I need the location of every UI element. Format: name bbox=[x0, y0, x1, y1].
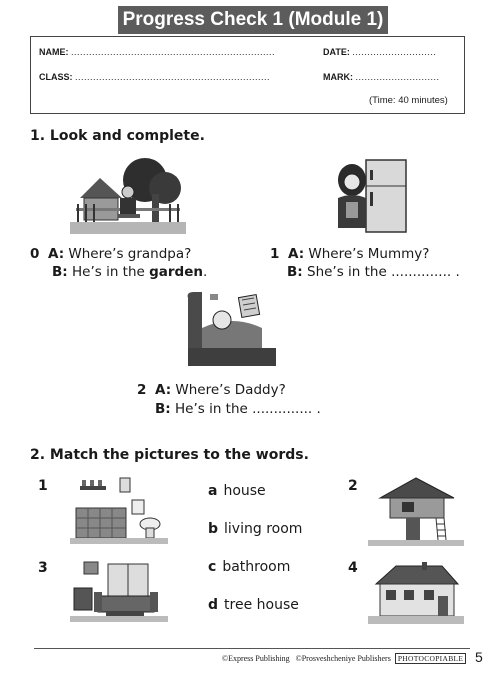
living-room-sofa-picture bbox=[70, 558, 168, 622]
date-label: DATE: bbox=[323, 47, 350, 57]
copyright-express: ©Express Publishing bbox=[222, 654, 290, 663]
dialogue-0-question bbox=[30, 246, 191, 262]
answer-word: garden bbox=[149, 264, 203, 280]
item-number: 1 bbox=[270, 246, 280, 262]
option-text: house bbox=[223, 483, 266, 499]
question-text: Where’s Mummy? bbox=[304, 246, 430, 262]
dialogue-0-answer bbox=[52, 264, 207, 280]
word-option-b[interactable] bbox=[208, 521, 302, 537]
question-text: Where’s Daddy? bbox=[171, 382, 286, 398]
page-title: Progress Check 1 (Module 1) bbox=[118, 6, 388, 34]
option-letter: c bbox=[208, 559, 217, 575]
class-field[interactable] bbox=[39, 72, 270, 82]
option-letter: a bbox=[208, 483, 218, 499]
answer-blank[interactable]: She’s in the .............. . bbox=[302, 264, 460, 280]
garden-picture bbox=[70, 158, 186, 234]
option-text: tree house bbox=[224, 597, 299, 613]
class-dots: ................................................................. bbox=[75, 72, 271, 82]
mark-label: MARK: bbox=[323, 72, 353, 82]
option-text: bathroom bbox=[222, 559, 291, 575]
time-note: (Time: 40 minutes) bbox=[369, 95, 448, 106]
dialogue-1-question bbox=[270, 246, 429, 262]
word-option-a[interactable] bbox=[208, 483, 266, 499]
question-text: Where’s grandpa? bbox=[64, 246, 192, 262]
picture-number-2: 2 bbox=[348, 478, 358, 494]
word-option-d[interactable] bbox=[208, 597, 299, 613]
picture-number-3: 3 bbox=[38, 560, 48, 576]
student-info-box bbox=[30, 36, 465, 114]
copyright-prosv: ©Prosveshcheniye Publishers bbox=[295, 654, 391, 663]
item-number: 0 bbox=[30, 246, 40, 262]
option-letter: b bbox=[208, 521, 219, 537]
living-room-picture bbox=[182, 288, 282, 368]
answer-blank[interactable]: He’s in the .............. . bbox=[170, 401, 321, 417]
date-field[interactable] bbox=[323, 47, 436, 57]
speaker-label: A: bbox=[48, 246, 65, 262]
speaker-label: A: bbox=[155, 382, 172, 398]
footer-divider bbox=[34, 648, 470, 649]
tree-house-picture bbox=[368, 474, 464, 546]
answer-end: . bbox=[203, 264, 208, 280]
speaker-label: B: bbox=[287, 264, 303, 280]
answer-text: He’s in the bbox=[67, 264, 150, 280]
word-option-c[interactable] bbox=[208, 559, 290, 575]
speaker-label: A: bbox=[288, 246, 305, 262]
photocopiable-badge: PHOTOCOPIABLE bbox=[395, 653, 466, 664]
picture-number-4: 4 bbox=[348, 560, 358, 576]
exercise2-title: 2. Match the pictures to the words. bbox=[30, 447, 309, 463]
picture-number-1: 1 bbox=[38, 478, 48, 494]
name-field[interactable] bbox=[39, 47, 275, 57]
kitchen-picture bbox=[330, 158, 412, 234]
item-number: 2 bbox=[137, 382, 147, 398]
speaker-label: B: bbox=[52, 264, 68, 280]
bathroom-picture bbox=[70, 474, 168, 544]
dialogue-1-answer bbox=[287, 264, 460, 280]
exercise1-title: 1. Look and complete. bbox=[30, 128, 205, 144]
dialogue-2-answer bbox=[155, 401, 321, 417]
option-text: living room bbox=[224, 521, 303, 537]
page-number: 5 bbox=[475, 649, 483, 665]
speaker-label: B: bbox=[155, 401, 171, 417]
date-dots: ............................ bbox=[352, 47, 437, 57]
dialogue-2-question bbox=[137, 382, 286, 398]
mark-dots: ............................ bbox=[355, 72, 440, 82]
footer-copyright bbox=[222, 654, 466, 663]
name-label: NAME: bbox=[39, 47, 69, 57]
name-dots: .................................................................... bbox=[71, 47, 276, 57]
mark-field[interactable] bbox=[323, 72, 440, 82]
class-label: CLASS: bbox=[39, 72, 73, 82]
option-letter: d bbox=[208, 597, 219, 613]
house-picture bbox=[368, 558, 464, 624]
